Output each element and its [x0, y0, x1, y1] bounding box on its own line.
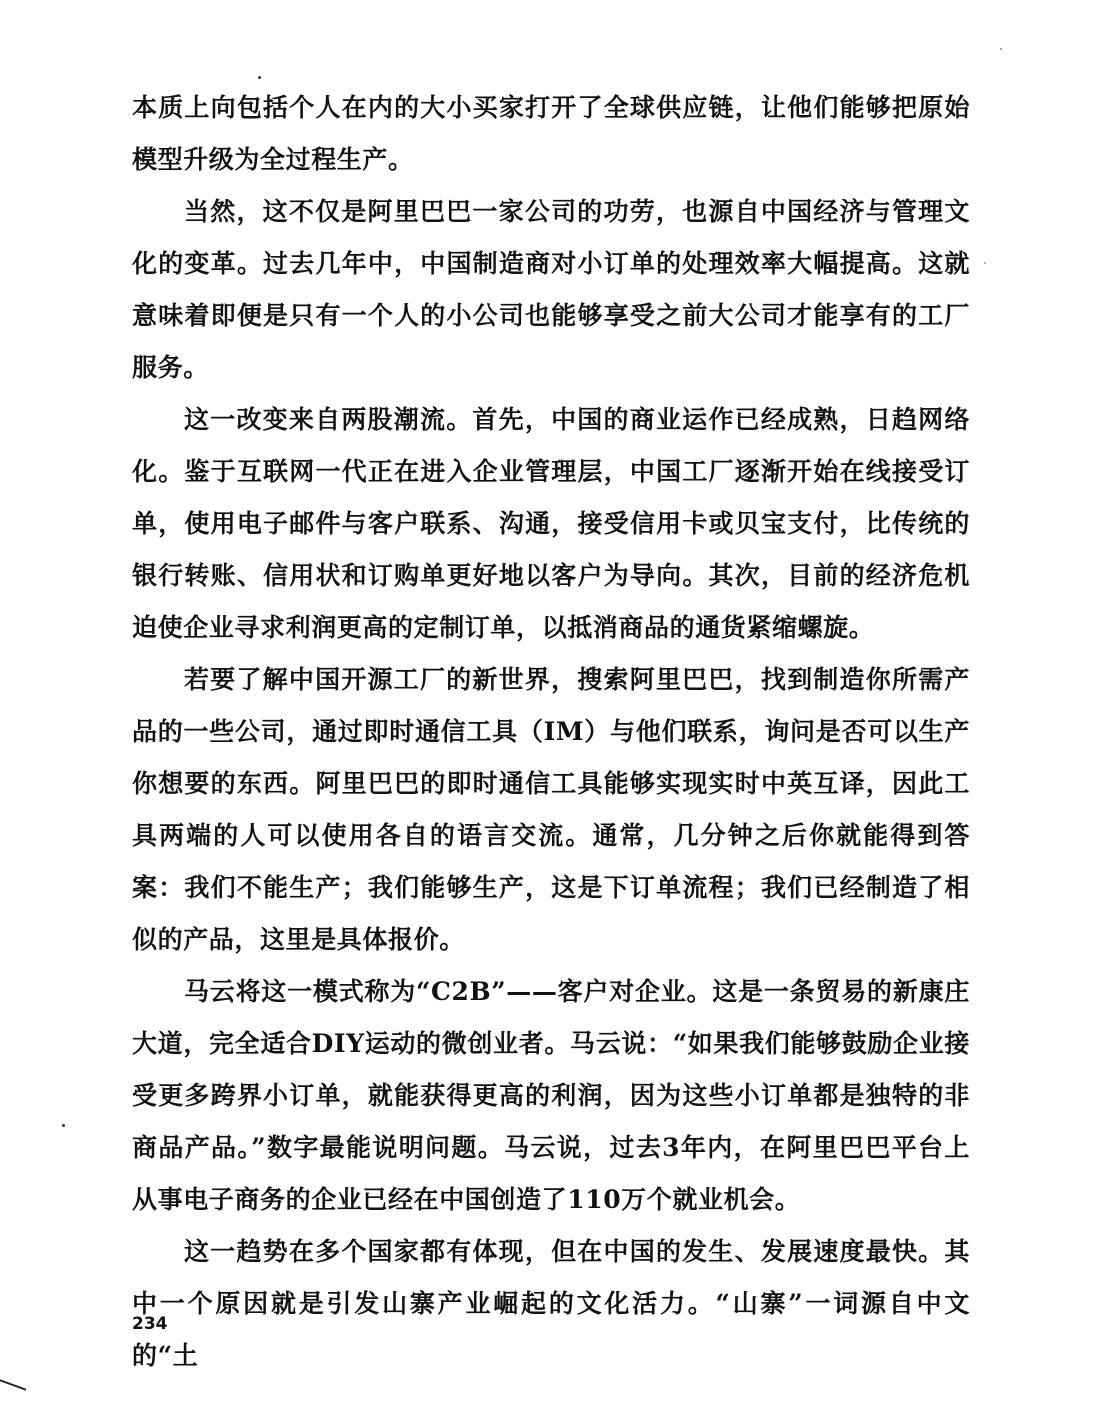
scan-speck: [62, 1124, 65, 1127]
paragraph-6: 这一趋势在多个国家都有体现，但在中国的发生、发展速度最快。其中一个原因就是引发山寨产业崛起的文化活力。“山寨”一词源自中文的“土: [132, 1237, 970, 1370]
body-text: [132, 82, 970, 1382]
paragraph-4: 若要了解中国开源工厂的新世界，搜索阿里巴巴，找到制造你所需产品的一些公司，通过即时通信工具（IM）与他们联系，询问是否可以生产你想要的东西。阿里巴巴的即时通信工具能够实现实时中英互译，因此工具两端的人可以使用各自的语言交流。通常，几分钟之后你就能得到答案：我们不能生产；我们能够生产，这是下订单流程；我们已经制造了相似的产品，这里是具体报价。: [132, 665, 970, 954]
paragraph-1: 本质上向包括个人在内的大小买家打开了全球供应链，让他们能够把原始模型升级为全过程生产。: [132, 93, 970, 174]
page-number: 234: [132, 1314, 168, 1334]
paragraph-5: 马云将这一模式称为“C2B”——客户对企业。这是一条贸易的新康庄大道，完全适合DIY运动的微创业者。马云说：“如果我们能够鼓励企业接受更多跨界小订单，就能获得更高的利润，因为这些小订单都是独特的非商品产品。”数字最能说明问题。马云说，过去3年内，在阿里巴巴平台上从事电子商务的企业已经在中国创造了110万个就业机会。: [132, 977, 970, 1214]
scan-speck: [258, 76, 261, 79]
scan-speck: [1000, 48, 1002, 50]
paragraph-3: 这一改变来自两股潮流。首先，中国的商业运作已经成熟，日趋网络化。鉴于互联网一代正在进入企业管理层，中国工厂逐渐开始在线接受订单，使用电子邮件与客户联系、沟通，接受信用卡或贝宝支付，比传统的银行转账、信用状和订购单更好地以客户为导向。其次，目前的经济危机迫使企业寻求利润更高的定制订单，以抵消商品的通货紧缩螺旋。: [132, 405, 970, 642]
paragraph-2: 当然，这不仅是阿里巴巴一家公司的功劳，也源自中国经济与管理文化的变革。过去几年中，中国制造商对小订单的处理效率大幅提高。这就意味着即便是只有一个人的小公司也能够享受之前大公司才能享有的工厂服务。: [132, 197, 970, 382]
scan-speck: [984, 262, 986, 264]
scan-corner-mark: [0, 1379, 26, 1404]
